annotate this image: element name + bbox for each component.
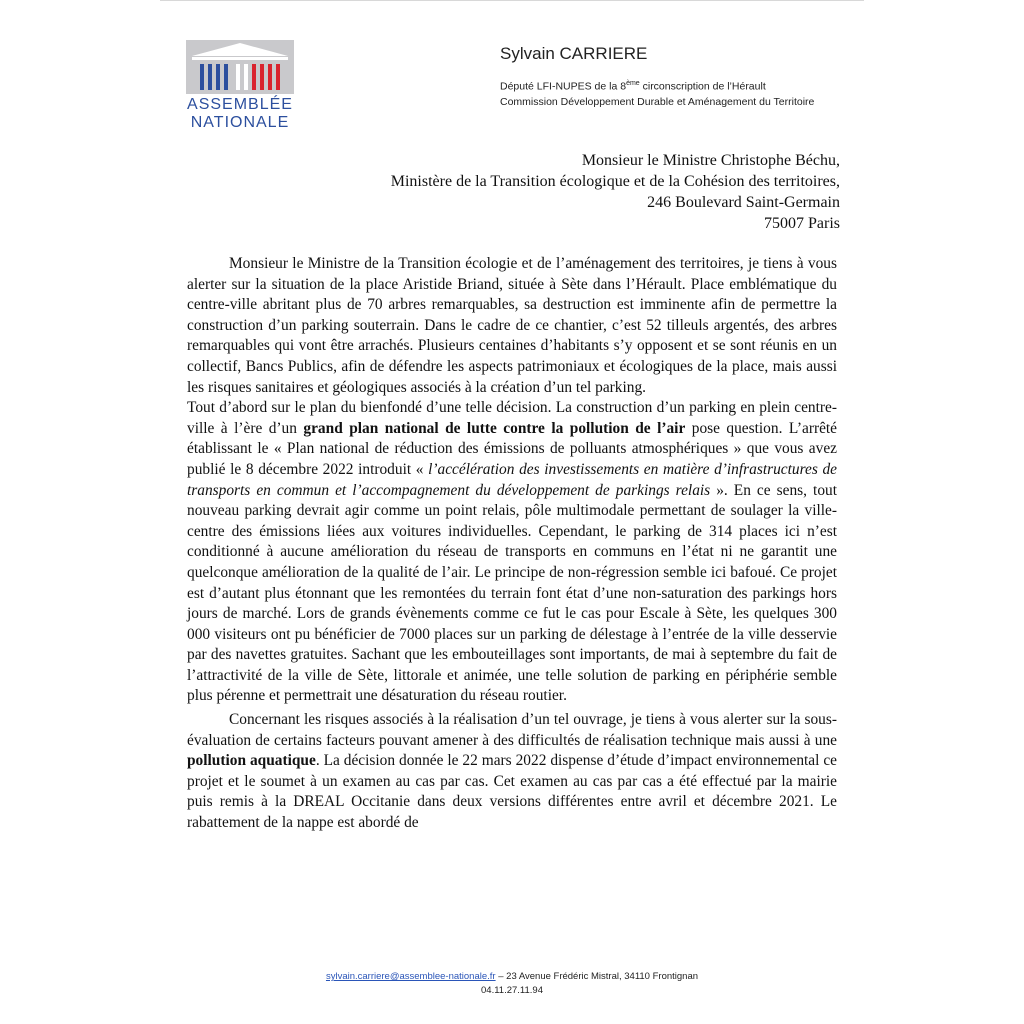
paragraph-3: Concernant les risques associés à la réalisation d’un tel ouvrage, je tiens à vous alerter sur la sous-évaluation de certains facteurs pouvant amener à des difficultés de réalisation technique mais aussi à une pollution aquatique. La décision donnée le 22 mars 2022 dispense d’étude d’impact environnemental ce projet et le soumet à un examen au cas par cas. Cet examen au cas par cas a été effectué par la mairie puis remis à la DREAL Occitanie dans deux versions différentes entre avril et décembre 2021. Le rabattement de la nappe est abordé de — [187, 711, 837, 832]
sender-block — [500, 44, 814, 110]
emphasis-air-pollution-plan: grand plan national de lutte contre la pollution de l’air — [303, 419, 686, 437]
sender-title: Député LFI-NUPES de la 8ème circonscription de l’Hérault — [500, 80, 766, 93]
sender-commission: Commission Développement Durable et Aménagement du Territoire — [500, 95, 815, 108]
paragraph-1: Monsieur le Ministre de la Transition écologie et de l’aménagement des territoires, je tiens à vous alerter sur la situation de la place Aristide Briand, située à Sète dans l’Hérault. Place emblématique du centre-ville abritant plus de 70 arbres remarquables, sa destruction est imminente afin de permettre la construction d’un parking souterrain. Dans le cadre de ce chantier, c’est 52 tilleuls argentés, des arbres remarquables qui vont être arrachés. Plusieurs centaines d’habitants s’y opposent et se sont réunis en un collectif, Bancs Publics, afin de défendre les aspects patrimoniaux et écologiques de la place, mais aussi les risques sanitaires et géologiques associés à la création d’un tel parking. — [187, 255, 837, 396]
logo-line-1: ASSEMBLÉE — [187, 96, 293, 113]
hemicycle-emblem-icon — [186, 40, 294, 94]
recipient-line-3: 246 Boulevard Saint-Germain — [647, 194, 840, 211]
recipient-address — [391, 150, 840, 234]
logo-wordmark — [186, 96, 294, 132]
letter-body — [187, 254, 837, 834]
sender-name: Sylvain CARRIERE — [500, 44, 648, 63]
footer-email-link[interactable]: sylvain.carriere@assemblee-nationale.fr — [325, 971, 496, 982]
footer-phone: 04.11.27.11.94 — [481, 985, 543, 996]
emphasis-aquatic-pollution: pollution aquatique — [187, 752, 316, 770]
logo-line-2: NATIONALE — [190, 114, 290, 131]
footer-contact-line — [0, 970, 1024, 984]
recipient-line-4: 75007 Paris — [764, 215, 840, 232]
page-top-rule — [160, 0, 864, 1]
assemblee-nationale-logo — [186, 40, 294, 132]
quoted-plan-excerpt: l’accélération des investissements en matière d’infrastructures de transports en commun et l’accompagnement du développement de parkings relais — [187, 460, 837, 499]
page-footer — [0, 970, 1024, 998]
paragraph-2: Tout d’abord sur le plan du bienfondé d’une telle décision. La construction d’un parking en plein centre-ville à l’ère d’un grand plan national de lutte contre la pollution de l’air pose question. L’arrêté établissant le « Plan national de réduction des émissions de polluants atmosphériques » que vous avez publié le 8 décembre 2022 introduit « l’accélération des investissements en matière d’infrastructures de transports en commun et l’accompagnement du développement de parkings relais ». En ce sens, tout nouveau parking devrait agir comme un point relais, pôle multimodale permettant de soulager la ville-centre des émissions liées aux voitures individuelles. Cependant, le parking de 314 places ici n’est conditionné à aucune amélioration du réseau de transports en communs en l’état ni ne garantit une quelconque amélioration de la qualité de l’air. Le principe de non-régression semble ici bafoué. Ce projet est d’autant plus étonnant que les remontées du terrain font état d’une non-saturation des parkings hors jours de marché. Lors de grands évènements comme ce fut le cas pour Escale à Sète, les quelques 300 000 visiteurs ont pu bénéficier de 7000 places sur un parking de délestage à l’entrée de la ville desservie par des navettes gratuites. Sachant que les embouteillages sont importants, de mai à septembre du fait de l’attractivité de la ville de Sète, littorale et animée, une telle solution de parking en périphérie semble plus pérenne et permettrait une désaturation du réseau routier. — [187, 399, 838, 705]
footer-address: – 23 Avenue Frédéric Mistral, 34110 Frontignan — [495, 971, 699, 982]
recipient-line-1: Monsieur le Ministre Christophe Béchu, — [581, 152, 840, 169]
recipient-line-2: Ministère de la Transition écologique et de la Cohésion des territoires, — [390, 173, 840, 190]
